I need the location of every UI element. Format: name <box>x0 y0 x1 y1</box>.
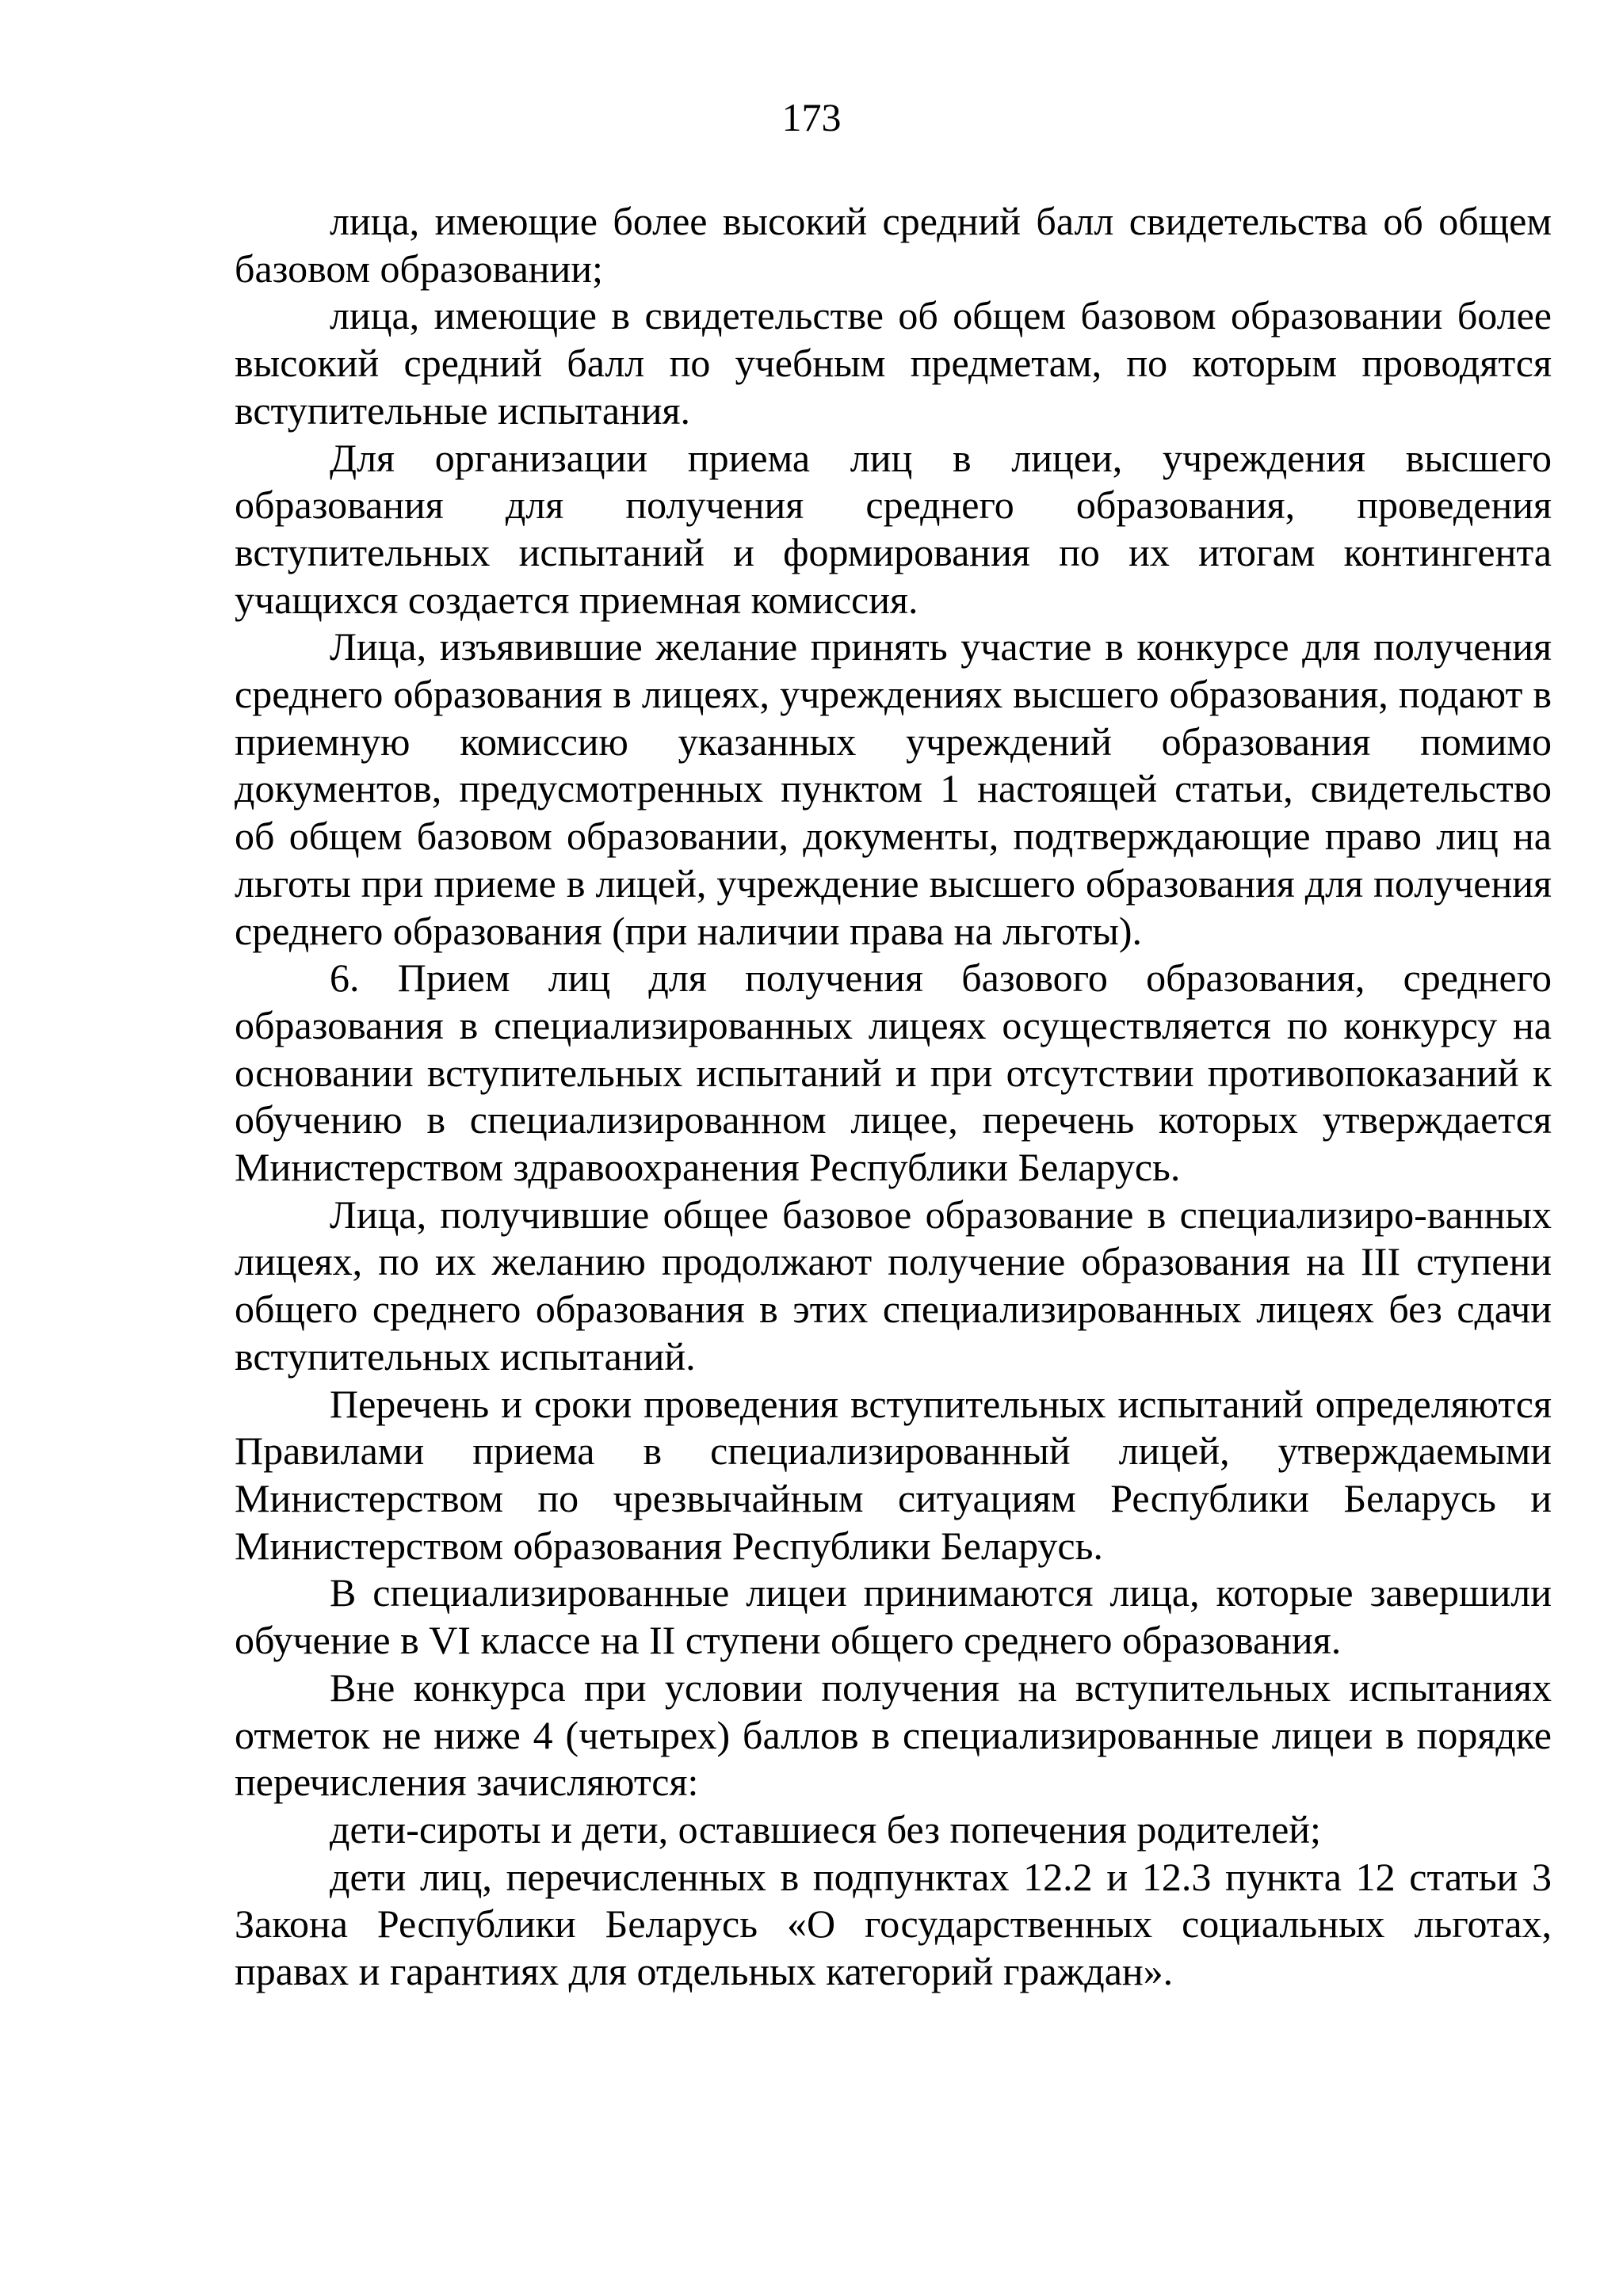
paragraph-orphans: дети-сироты и дети, оставшиеся без попечения родителей; <box>330 1806 1321 1852</box>
document-body <box>235 198 1552 1996</box>
page-number: 173 <box>781 95 842 139</box>
paragraph-higher-average-score: лица, имеющие более высокий средний балл свидетельства об общем базовом образовании; <box>235 199 1552 291</box>
paragraph-subject-average-score: лица, имеющие в свидетельстве об общем базовом образовании более высокий средний балл по учебным предметам, по которым проводятся вступительные испытания. <box>235 293 1552 433</box>
paragraph-application-documents: Лица, изъявившие желание принять участие в конкурсе для получения среднего образования в лицеях, учреждениях высшего образования, подают в приемную комиссию указанных учреждений образования помимо документов, предусмотренных пунктом 1 настоящей статьи, свидетельство об общем базовом образовании, документы, подтверждающие право лиц на льготы при приеме в лицей, учреждение высшего образования для получения среднего образования (при наличии права на льготы). <box>235 624 1552 953</box>
paragraph-exam-list-and-terms: Перечень и сроки проведения вступительных испытаний определяются Правилами приема в специализированный лицей, утверждаемыми Министерством по чрезвычайным ситуациям Республики Беларусь и Министерством образования Республики Беларусь. <box>235 1381 1552 1568</box>
paragraph-continuation-without-exams: Лица, получившие общее базовое образование в специализиро-ванных лицеях, по их желанию продолжают получение образования на III ступени общего среднего образования в этих специализированных лицеях без сдачи вступительных испытаний. <box>235 1192 1552 1379</box>
paragraph-out-of-competition: Вне конкурса при условии получения на вступительных испытаниях отметок не ниже 4 (четырех) баллов в специализированные лицеи в порядке перечисления зачисляются: <box>235 1665 1552 1805</box>
paragraph-children-of-listed-persons: дети лиц, перечисленных в подпунктах 12.2 и 12.3 пункта 12 статьи 3 Закона Республики Беларусь «О государственных социальных льготах, правах и гарантиях для отдельных категорий граждан». <box>235 1854 1552 1994</box>
paragraph-grade-six-completion: В специализированные лицеи принимаются лица, которые завершили обучение в VI классе на II ступени общего среднего образования. <box>235 1570 1552 1663</box>
paragraph-admission-commission: Для организации приема лиц в лицеи, учреждения высшего образования для получения среднего образования, проведения вступительных испытаний и формирования по их итогам контингента учащихся создается приемная комиссия. <box>235 435 1552 622</box>
paragraph-item-6-specialized-lyceums: 6. Прием лиц для получения базового образования, среднего образования в специализированных лицеях осуществляется по конкурсу на основании вступительных испытаний и при отсутствии противопоказаний к обучению в специализированном лицее, перечень которых утверждается Министерством здравоохранения Республики Беларусь. <box>235 955 1552 1190</box>
